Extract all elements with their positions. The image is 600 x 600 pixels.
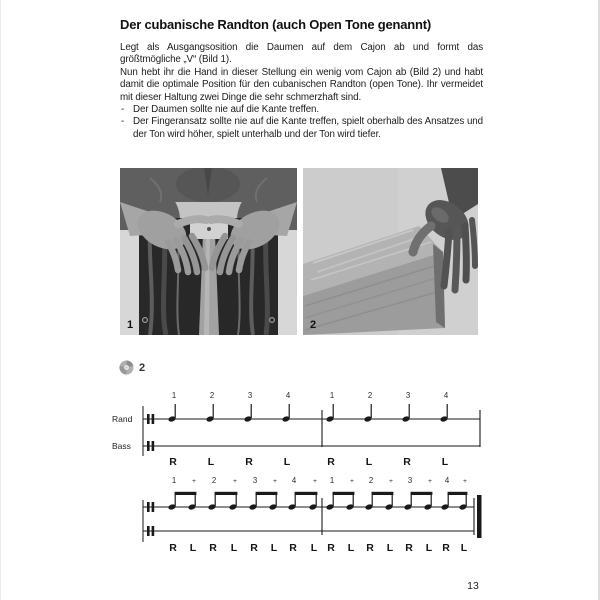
count-label: + — [350, 478, 354, 485]
scan-edge-left — [0, 0, 1, 600]
sticking-letter: L — [189, 542, 197, 554]
sticking-letter: R — [169, 456, 177, 468]
bullet-marker: - — [121, 104, 125, 116]
page-number: 13 — [467, 580, 479, 592]
paragraph: Nun hebt ihr die Hand in dieser Stellung ein wenig vom Cajon ab (Bild 2) und habt damit die optimale Position für den cubanischen Randton (open Tone). Ihr vermeidet mit dieser Haltung zwei Dinge die sehr schmerzhaft sind. — [120, 66, 483, 103]
start-mark — [147, 526, 150, 536]
count-label: 2 — [368, 476, 374, 485]
sticking-letter: R — [289, 542, 297, 554]
sticking-letter: L — [460, 542, 468, 554]
count-label: 4 — [291, 476, 297, 485]
count-label: + — [273, 478, 277, 485]
sticking-letter: L — [441, 456, 449, 468]
bullet-text: Der Daumen sollte nie auf die Kante treffen. — [133, 104, 320, 116]
beam — [215, 492, 238, 495]
paragraph: Legt als Ausgangsosition die Daumen auf dem Cajon ab und formt das größtmögliche „V“ (Bild 1). — [120, 42, 483, 66]
beam — [295, 492, 318, 495]
sticking-letter: L — [347, 542, 355, 554]
photo-2-hand-at-cajon-edge — [303, 168, 478, 335]
count-label: 3 — [405, 391, 411, 400]
count-label: 2 — [211, 476, 217, 485]
count-label: 3 — [247, 391, 253, 400]
start-mark — [152, 414, 155, 424]
beam — [411, 492, 433, 495]
sticking-letter: R — [250, 542, 258, 554]
sticking-letter: L — [425, 542, 433, 554]
sticking-letter: R — [366, 542, 374, 554]
beam — [175, 492, 197, 495]
beam — [256, 492, 278, 495]
count-label: + — [428, 478, 432, 485]
start-mark — [152, 502, 155, 512]
sticking-letter: R — [442, 542, 450, 554]
start-mark — [147, 414, 150, 424]
count-label: + — [233, 478, 237, 485]
sticking-letter: L — [310, 542, 318, 554]
final-barline — [477, 495, 482, 538]
sticking-letter: L — [230, 542, 238, 554]
track-number: 2 — [139, 361, 146, 374]
page-title: Der cubanische Randton (auch Open Tone genannt) — [120, 16, 432, 32]
count-label: 3 — [407, 476, 413, 485]
sticking-letter: L — [283, 456, 291, 468]
plate-screw — [207, 227, 211, 231]
sticking-letter: L — [207, 456, 215, 468]
start-mark — [147, 441, 150, 451]
start-mark — [147, 502, 150, 512]
count-label: 1 — [329, 476, 335, 485]
photo-1-hands-v-on-cajon — [120, 168, 297, 335]
beam — [448, 492, 468, 495]
start-mark — [152, 526, 155, 536]
sticking-letter: R — [405, 542, 413, 554]
sticking-letter: R — [245, 456, 253, 468]
sticking-letter: L — [386, 542, 394, 554]
count-label: 2 — [209, 391, 215, 400]
sticking-letter: R — [327, 542, 335, 554]
staff-label: Bass — [112, 441, 131, 451]
sticking-letter: L — [365, 456, 373, 468]
photo-label: 2 — [310, 319, 317, 331]
count-label: 1 — [171, 391, 177, 400]
count-label: + — [389, 478, 393, 485]
count-label: 2 — [367, 391, 373, 400]
bullet-item — [120, 104, 483, 116]
beam — [333, 492, 355, 495]
sticking-letter: R — [327, 456, 335, 468]
photo-label: 1 — [127, 319, 134, 331]
exercise-1-notation — [108, 385, 488, 475]
exercise-2-notation — [108, 472, 488, 560]
count-label: + — [192, 478, 196, 485]
photo-backdrop-right — [277, 230, 297, 335]
count-label: 1 — [329, 391, 335, 400]
sticking-letter: L — [270, 542, 278, 554]
bullet-marker: - — [121, 116, 125, 128]
count-label: 1 — [171, 476, 177, 485]
sticking-letter: R — [403, 456, 411, 468]
count-label: 3 — [252, 476, 258, 485]
count-label: + — [313, 478, 317, 485]
beam — [372, 492, 394, 495]
count-label: + — [463, 478, 467, 485]
intro-text — [120, 42, 483, 141]
staff-label: Rand — [112, 414, 133, 424]
cd-icon — [119, 360, 134, 375]
count-label: 4 — [444, 476, 450, 485]
bullet-text: Der Fingeransatz sollte nie auf die Kante treffen, spielt oberhalb des Ansatzes und der Ton wird höher, spielt unterhalb und der Ton wird tiefer. — [133, 116, 483, 140]
audio-track-marker — [119, 360, 145, 375]
sticking-letter: R — [209, 542, 217, 554]
sticking-letter: R — [169, 542, 177, 554]
photo-row — [120, 168, 478, 335]
count-label: 4 — [285, 391, 291, 400]
bullet-item — [120, 116, 483, 141]
start-mark — [152, 441, 155, 451]
count-label: 4 — [443, 391, 449, 400]
